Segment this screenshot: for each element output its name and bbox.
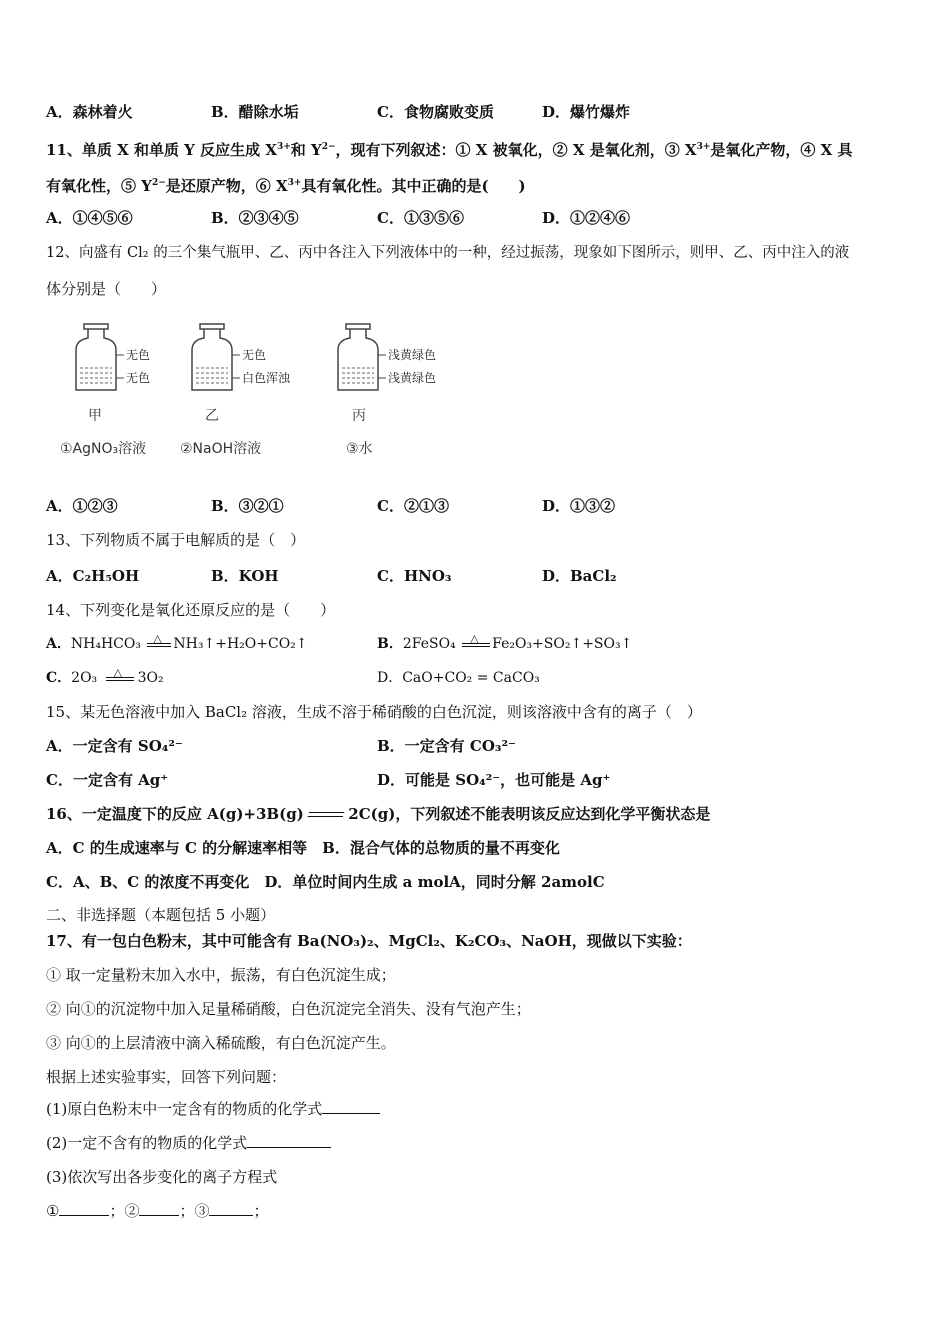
q10-option-d: D．爆竹爆炸 (542, 103, 631, 121)
q17-sub4 (46, 1201, 269, 1221)
q11-stem-line1 (46, 137, 852, 160)
bottle-jia-upper-label: 无色 (126, 348, 151, 362)
heat-symbol: △ (113, 666, 123, 679)
product: Fe₂O₃+SO₂↑+SO₃↑ (492, 636, 633, 652)
answer-blank[interactable] (247, 1133, 331, 1148)
q12-option-c: C．②①③ (377, 497, 449, 515)
gas-bottle-figure (50, 318, 470, 468)
section-heading: 二、非选择题（本题包括 5 小题） (46, 906, 276, 924)
q16-text: 16、一定温度下的反应 A(g)+3B(g) (46, 805, 304, 823)
q13-option-d: D．BaCl₂ (542, 567, 617, 585)
q11-text: 具有氧化性。其中正确的是( ) (301, 177, 526, 195)
product: 3O₂ (137, 670, 164, 686)
q13-option-b: B．KOH (211, 567, 279, 585)
q11-sup: 3+ (696, 142, 711, 152)
q11-option-d: D．①②④⑥ (542, 209, 631, 227)
q14-option-d: D．CaO+CO₂ = CaCO₃ (377, 670, 540, 686)
q15-option-b: B．一定含有 CO₃²⁻ (377, 737, 516, 755)
q11-text: 是氧化产物，④ X 具 (710, 141, 853, 159)
bottle-bing-lower-label: 浅黄绿色 (388, 371, 437, 385)
q17-stem (46, 931, 692, 951)
blank-label: ；② (109, 1202, 140, 1220)
q14-stem: 14、下列变化是氧化还原反应的是（ ） (46, 601, 336, 619)
q17-step2: ② 向①的沉淀物中加入足量稀硝酸，白色沉淀完全消失、没有气泡产生； (46, 1000, 531, 1018)
q13-option-c: C．HNO₃ (377, 567, 452, 585)
q11-option-c: C．①③⑤⑥ (377, 209, 464, 227)
q10-option-a: A．森林着火 (46, 103, 133, 121)
q10-option-c: C．食物腐败变质 (377, 103, 494, 121)
q16-options-cd: C．A、B、C 的浓度不再变化 D．单位时间内生成 a molA，同时分解 2amolC (46, 873, 605, 891)
q14-option-a (46, 634, 308, 654)
q15-option-d: D．可能是 SO₄²⁻，也可能是 Ag⁺ (377, 771, 611, 789)
q17-sub1 (46, 1099, 380, 1119)
heat-arrow-icon (102, 666, 138, 687)
q14-option-c (46, 668, 164, 688)
heat-symbol: △ (470, 632, 479, 645)
q17-sub2 (46, 1133, 331, 1153)
answer-blank[interactable] (322, 1099, 380, 1114)
q17-sub3: (3)依次写出各步变化的离子方程式 (46, 1168, 278, 1186)
heat-arrow-icon (145, 632, 173, 653)
q11-text: 有氧化性，⑤ Y (46, 177, 152, 195)
bottle-yi-lower-label: 白色浑浊 (242, 371, 291, 385)
q12-option-a: A．①②③ (46, 497, 118, 515)
q11-text: ，现有下列叙述：① X 被氧化，② X 是氧化剂，③ X (335, 141, 697, 159)
heat-symbol: △ (153, 632, 162, 645)
bottle-yi (180, 324, 291, 457)
reactant: NH₄HCO₃ (70, 636, 141, 652)
q11-text: 是还原产物，⑥ X (165, 177, 288, 195)
product: NH₃↑+H₂O+CO₂↑ (173, 636, 308, 652)
bottle-bing-caption: ③水 (346, 441, 373, 457)
equilibrium-arrow-icon (309, 808, 343, 822)
q11-option-b: B．②③④⑤ (211, 209, 299, 227)
option-label: A． (46, 636, 71, 652)
q11-option-a: A．①④⑤⑥ (46, 209, 133, 227)
bottle-bing-name: 丙 (352, 408, 366, 424)
q17-sub1-text: (1)原白色粉末中一定含有的物质的化学式 (46, 1100, 323, 1118)
q17-step1: ① 取一定量粉末加入水中，振荡，有白色沉淀生成； (46, 966, 396, 984)
answer-blank[interactable] (59, 1201, 109, 1216)
q11-sup: 3+ (276, 142, 291, 152)
blank-label: ① (46, 1202, 60, 1220)
q12-stem-line2: 体分别是（ ） (46, 280, 167, 298)
q17-intro: 根据上述实验事实，回答下列问题： (46, 1068, 287, 1086)
blank-label: ； (253, 1202, 269, 1220)
bottle-bing (338, 324, 436, 457)
option-label: C． (46, 670, 72, 686)
q16-stem (46, 804, 710, 824)
q15-option-a: A．一定含有 SO₄²⁻ (46, 737, 183, 755)
q12-option-d: D．①③② (542, 497, 616, 515)
bottle-jia (60, 324, 150, 457)
bottle-jia-lower-label: 无色 (126, 371, 151, 385)
bottle-yi-name: 乙 (205, 408, 219, 424)
blank-label: ；③ (179, 1202, 210, 1220)
bottle-yi-caption: ②NaOH溶液 (180, 441, 262, 457)
q17-sub2-text: (2)一定不含有的物质的化学式 (46, 1134, 248, 1152)
q14-option-b (377, 634, 632, 654)
q16-options-ab: A．C 的生成速率与 C 的分解速率相等 B．混合气体的总物质的量不再变化 (46, 839, 560, 857)
q17-text: 17、有一包白色粉末，其中可能含有 Ba(NO₃)₂、MgCl₂、K₂CO₃、NaOH，现做以下实验： (46, 932, 692, 950)
q11-sup: 2− (321, 142, 336, 152)
q12-stem-line1: 12、向盛有 Cl₂ 的三个集气瓶甲、乙、丙中各注入下列液体中的一种，经过振荡，现象如下图所示，则甲、乙、丙中注入的液 (46, 245, 850, 261)
q13-stem: 13、下列物质不属于电解质的是（ ） (46, 531, 306, 549)
q16-text: 2C(g)，下列叙述不能表明该反应达到化学平衡状态是 (348, 805, 711, 823)
bottle-yi-upper-label: 无色 (242, 348, 267, 362)
reactant: 2FeSO₄ (402, 636, 456, 652)
q17-step3: ③ 向①的上层清液中滴入稀硫酸，有白色沉淀产生。 (46, 1034, 396, 1052)
bottle-jia-caption: ①AgNO₃溶液 (60, 441, 147, 457)
bottle-bing-upper-label: 浅黄绿色 (388, 348, 437, 362)
heat-arrow-icon (460, 632, 492, 653)
q15-option-c: C．一定含有 Ag⁺ (46, 771, 169, 789)
q11-text: 11、单质 X 和单质 Y 反应生成 X (46, 141, 277, 159)
reactant: 2O₃ (71, 670, 98, 686)
q11-sup: 3+ (287, 178, 302, 188)
answer-blank[interactable] (139, 1201, 179, 1216)
q11-sup: 2− (151, 178, 166, 188)
option-label: B． (377, 636, 403, 652)
bottle-jia-name: 甲 (88, 408, 102, 424)
q10-option-b: B．醋除水垢 (211, 103, 299, 121)
q13-option-a: A．C₂H₅OH (46, 567, 140, 585)
answer-blank[interactable] (209, 1201, 253, 1216)
q11-stem-line2 (46, 173, 526, 196)
q15-stem: 15、某无色溶液中加入 BaCl₂ 溶液，生成不溶于稀硝酸的白色沉淀，则该溶液中含有的离子（ ） (46, 703, 702, 721)
q12-option-b: B．③②① (211, 497, 284, 515)
q11-text: 和 Y (290, 141, 322, 159)
